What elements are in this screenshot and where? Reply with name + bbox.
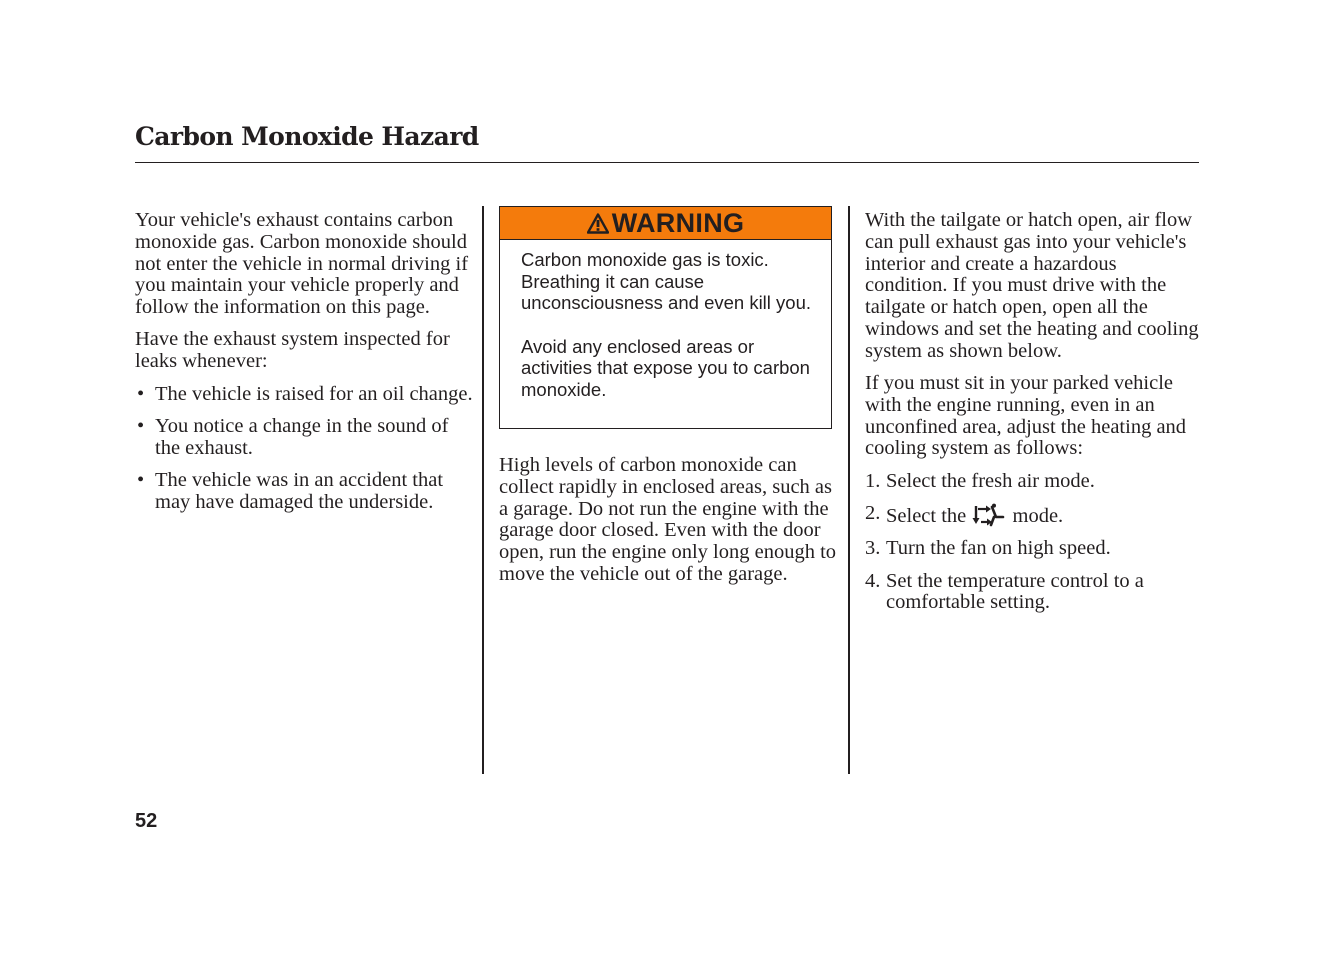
bullet-icon: • xyxy=(137,382,145,405)
list-item-text: The vehicle was in an accident that may have damaged the underside. xyxy=(155,468,444,513)
step-text: Turn the fan on high speed. xyxy=(886,537,1111,560)
list-item xyxy=(135,384,473,406)
step-text: Select the xyxy=(886,505,967,528)
warning-box xyxy=(499,206,832,429)
list-item xyxy=(135,416,473,460)
column-1 xyxy=(135,210,473,524)
list-item xyxy=(865,471,1203,493)
warning-body xyxy=(500,240,831,401)
step-text-suffix: mode. xyxy=(1012,505,1064,528)
parked-paragraph: If you must sit in your parked vehicle with the engine running, even in an unconfined area, adjust the heating and cooling system as follows: xyxy=(865,372,1187,460)
garage-paragraph: High levels of carbon monoxide can collect rapidly in enclosed areas, such as a garage. Do not run the engine with the garage door closed. Even with the door open, run the engine only long enough to move the vehicle out of the garage. xyxy=(499,454,837,585)
warning-triangle-icon xyxy=(587,213,609,234)
step-number: 3. xyxy=(865,537,881,560)
column-3 xyxy=(865,210,1203,625)
page-number: 52 xyxy=(135,810,158,832)
step-number: 4. xyxy=(865,569,881,592)
step-text: Set the temperature control to a comfortable setting. xyxy=(886,569,1144,614)
column-divider-1 xyxy=(482,206,484,774)
step-number: 1. xyxy=(865,469,881,492)
step-number: 2. xyxy=(865,502,881,525)
warning-text-1: Carbon monoxide gas is toxic. Breathing it can cause unconsciousness and even kill you. xyxy=(521,249,812,314)
step-text: Select the fresh air mode. xyxy=(886,469,1095,492)
list-item-text: You notice a change in the sound of the exhaust. xyxy=(155,414,449,459)
list-item xyxy=(865,571,1203,615)
column-divider-2 xyxy=(848,206,850,774)
warning-text-2: Avoid any enclosed areas or activities that expose you to carbon monoxide. xyxy=(521,335,810,400)
intro-paragraph: Your vehicle's exhaust contains carbon monoxide gas. Carbon monoxide should not enter the vehicle in normal driving if you maintain your vehicle properly and follow the information on this page. xyxy=(135,209,469,319)
list-item-text: The vehicle is raised for an oil change. xyxy=(155,382,473,405)
bullet-icon: • xyxy=(137,468,145,491)
list-item xyxy=(865,503,1203,528)
list-item xyxy=(135,470,473,514)
inspection-paragraph: Have the exhaust system inspected for leaks whenever: xyxy=(135,328,450,373)
column-2 xyxy=(499,455,839,596)
list-item xyxy=(865,538,1203,560)
warning-header xyxy=(500,207,831,240)
bullet-icon: • xyxy=(137,414,145,437)
page-title: Carbon Monoxide Hazard xyxy=(135,122,479,151)
title-rule xyxy=(135,162,1199,163)
mode-icon xyxy=(972,503,1006,527)
warning-label: WARNING xyxy=(611,207,745,238)
tailgate-paragraph: With the tailgate or hatch open, air flow can pull exhaust gas into your vehicle's interior and create a hazardous condition. If you must drive with the tailgate or hatch open, open all the windows and set the heating and cooling system as shown below. xyxy=(865,209,1199,362)
